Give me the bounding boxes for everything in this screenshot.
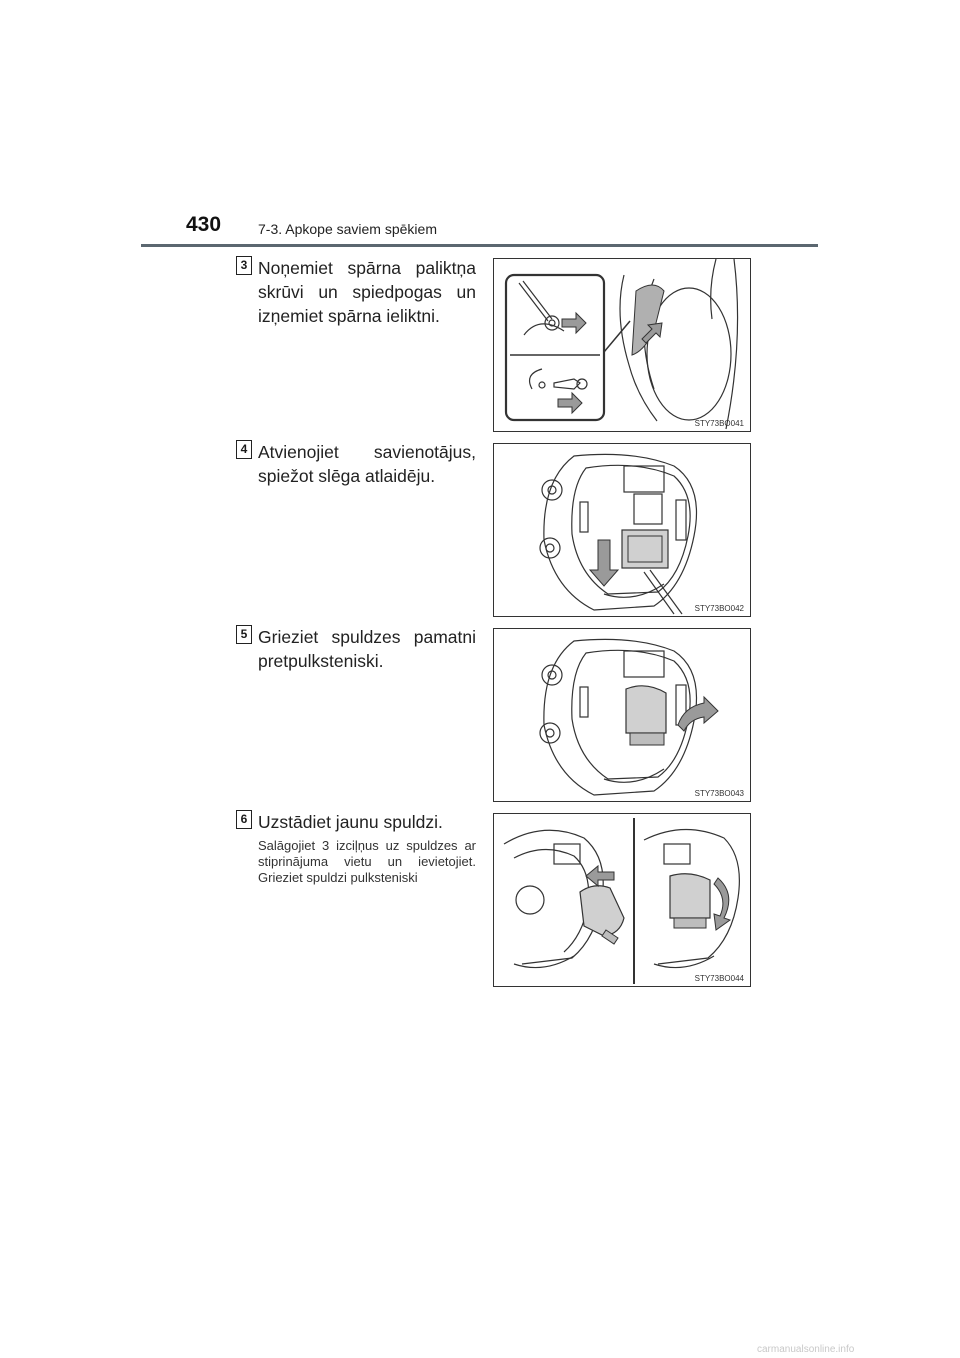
step-instruction: Uzstādiet jaunu spuldzi. <box>258 812 443 832</box>
step-number-badge: 3 <box>236 256 252 275</box>
step-instruction: Atvienojiet savienotājus, spiežot slēga atlaidēju. <box>258 442 476 486</box>
figure-code: STY73BO042 <box>694 604 744 613</box>
headlight-connector-illustration <box>494 444 750 616</box>
step-number-badge: 4 <box>236 440 252 459</box>
step-5 <box>236 625 476 675</box>
step-number-badge: 5 <box>236 625 252 644</box>
section-title: 7-3. Apkope saviem spēkiem <box>258 221 437 237</box>
step-number-badge: 6 <box>236 810 252 829</box>
step-3 <box>236 256 476 326</box>
figure-disconnect-connector <box>493 443 751 617</box>
fender-liner-illustration <box>494 259 750 431</box>
figure-rotate-bulb-base <box>493 628 751 802</box>
figure-code: STY73BO044 <box>694 974 744 983</box>
step-note: Salāgojiet 3 izciļņus uz spuldzes ar stiprinājuma vietu un ievietojiet. Grieziet spuldzi pulksteniski <box>258 838 476 885</box>
bulb-installation-illustration <box>494 814 750 986</box>
figure-code: STY73BO043 <box>694 789 744 798</box>
figure-fender-liner-removal <box>493 258 751 432</box>
page-number: 430 <box>186 213 222 236</box>
step-6 <box>236 810 476 910</box>
step-4 <box>236 440 476 490</box>
footer-watermark[interactable]: carmanualsonline.info <box>757 1344 855 1355</box>
figure-code: STY73BO041 <box>694 419 744 428</box>
bulb-base-rotation-illustration <box>494 629 750 801</box>
step-instruction: Grieziet spuldzes pamatni pretpulksteniski. <box>258 627 476 671</box>
figure-install-new-bulb <box>493 813 751 987</box>
header-rule <box>141 244 818 247</box>
step-instruction: Noņemiet spārna paliktņa skrūvi un spiedpogas un izņemiet spārna ieliktni. <box>258 258 476 326</box>
